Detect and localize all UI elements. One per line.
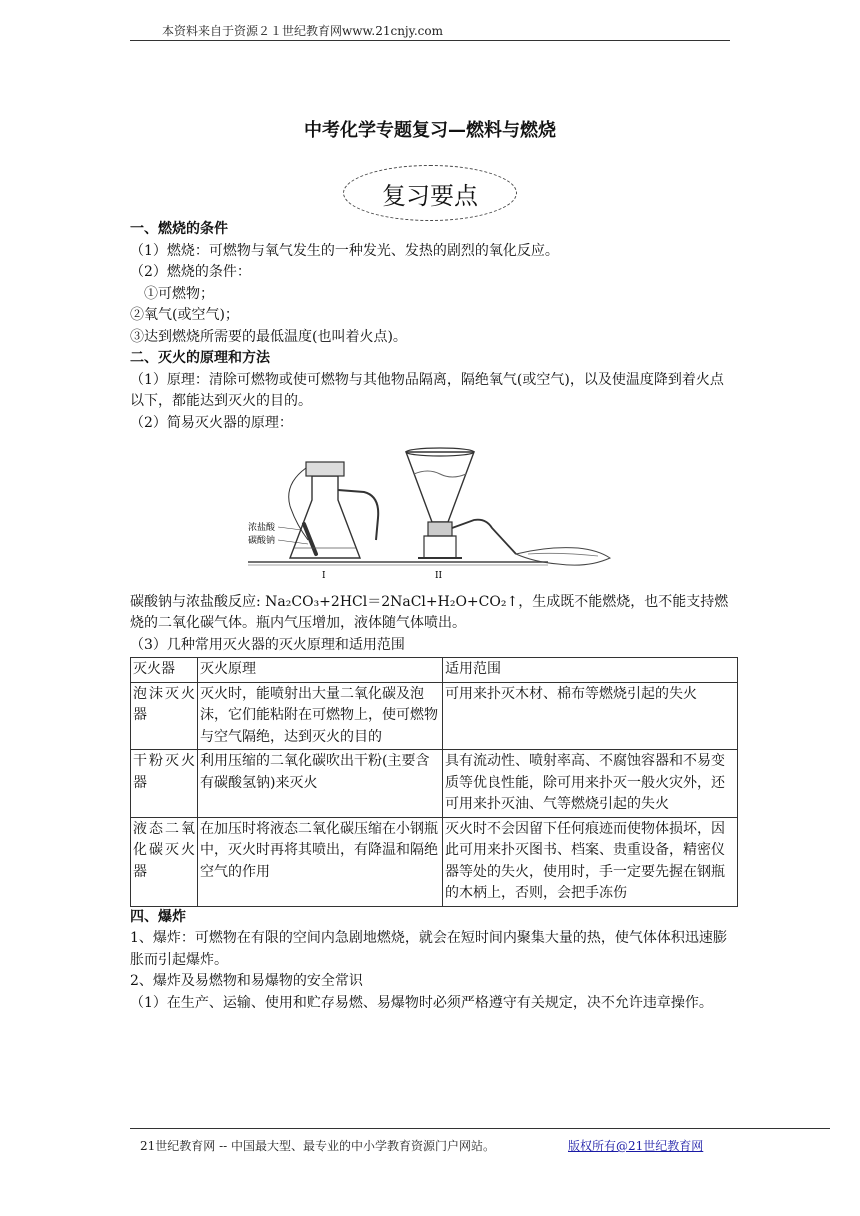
footer-rule [130,1128,830,1129]
table-header-cell: 灭火器 [131,658,198,683]
document-body [130,219,734,1014]
table-cell: 泡沫灭火器 [131,682,198,750]
label-carbonate: 碳酸钠 [248,536,276,546]
table-cell: 在加压时将液态二氧化碳压缩在小钢瓶中，灭火时再将其喷出，有降温和隔绝空气的作用 [198,817,443,906]
table-header-cell: 灭火原理 [198,658,443,683]
s4-para2: 2、爆炸及易燃物和易爆物的安全常识 [130,973,363,989]
table-cell: 具有流动性、喷射率高、不腐蚀容器和不易变质等优良性能，除可用来扑灭一般火灾外，还可用来扑灭油、气等燃烧引起的失火 [443,750,738,818]
table-row [131,750,738,818]
table-header-cell: 适用范围 [443,658,738,683]
section1-heading: 一、燃烧的条件 [130,221,228,237]
extinguisher-diagram [248,444,734,592]
s1-para1: （1）燃烧：可燃物与氧气发生的一种发光、发热的剧烈的氧化反应。 [130,242,559,259]
s4-para3: （1）在生产、运输、使用和贮存易燃、易爆物时必须严格遵守有关规定，决不允许违章操作。 [130,994,713,1011]
s1-cond2: ②氧气(或空气)； [130,307,239,323]
s2-para2: （2）简易灭火器的原理： [130,414,293,431]
label-I: I [322,571,326,581]
section2-heading: 二、灭火的原理和方法 [130,350,270,366]
table-intro: （3）几种常用灭火器的灭火原理和适用范围 [130,636,405,653]
s4-para1: 1、爆炸：可燃物在有限的空间内急剧地燃烧，就会在短时间内聚集大量的热，使气体体积迅速膨胀而引起爆炸。 [130,930,727,968]
badge-label: 复习要点 [382,181,478,210]
table-row [131,817,738,906]
document-title: 中考化学专题复习—燃料与燃烧 [304,120,556,141]
label-II: II [435,571,443,581]
s1-cond3: ③达到燃烧所需要的最低温度(也叫着火点)。 [130,328,407,345]
s2-para1: （1）原理：清除可燃物或使可燃物与其他物品隔离，隔绝氧气(或空气)，以及使温度降到着火点以下，都能达到灭火的目的。 [130,371,724,409]
table-cell: 液态二氧化碳灭火器 [131,817,198,906]
review-badge [343,165,517,221]
table-cell: 灭火时不会因留下任何痕迹而使物体损坏，因此可用来扑灭图书、档案、贵重设备，精密仪器等处的失火，使用时，手一定要先握在钢瓶的木柄上，否则，会把手冻伤 [443,817,738,906]
table-header-row [131,658,738,683]
page-header: 本资料来自于资源２１世纪教育网www.21cnjy.com [162,24,443,38]
table-cell: 利用压缩的二氧化碳吹出干粉(主要含有碳酸氢钠)来灭火 [198,750,443,818]
s1-cond1: ①可燃物； [144,285,214,302]
footer-text: 21世纪教育网 -- 中国最大型、最专业的中小学教育资源门户网站。 [140,1139,496,1153]
extinguisher-table [130,657,738,907]
section4-heading: 四、爆炸 [130,908,186,925]
header-rule [130,40,730,41]
reaction-text: 碳酸钠与浓盐酸反应: Na₂CO₃+2HCl＝2NaCl+H₂O+CO₂↑，生成既不能燃烧，也不能支持燃烧的二氧化碳气体。瓶内气压增加，液体随气体喷出。 [130,593,729,631]
s1-para2: （2）燃烧的条件： [130,264,251,280]
table-cell: 干粉灭火器 [131,750,198,818]
table-cell: 灭火时，能喷射出大量二氧化碳及泡沫，它们能粘附在可燃物上，使可燃物与空气隔绝，达到灭火的目的 [198,682,443,750]
table-cell: 可用来扑灭木材、棉布等燃烧引起的失火 [443,682,738,750]
label-acid: 浓盐酸 [248,523,276,533]
extinguisher-figure [248,444,618,584]
copyright-link[interactable]: 版权所有@21世纪教育网 [568,1139,704,1153]
table-row [131,682,738,750]
